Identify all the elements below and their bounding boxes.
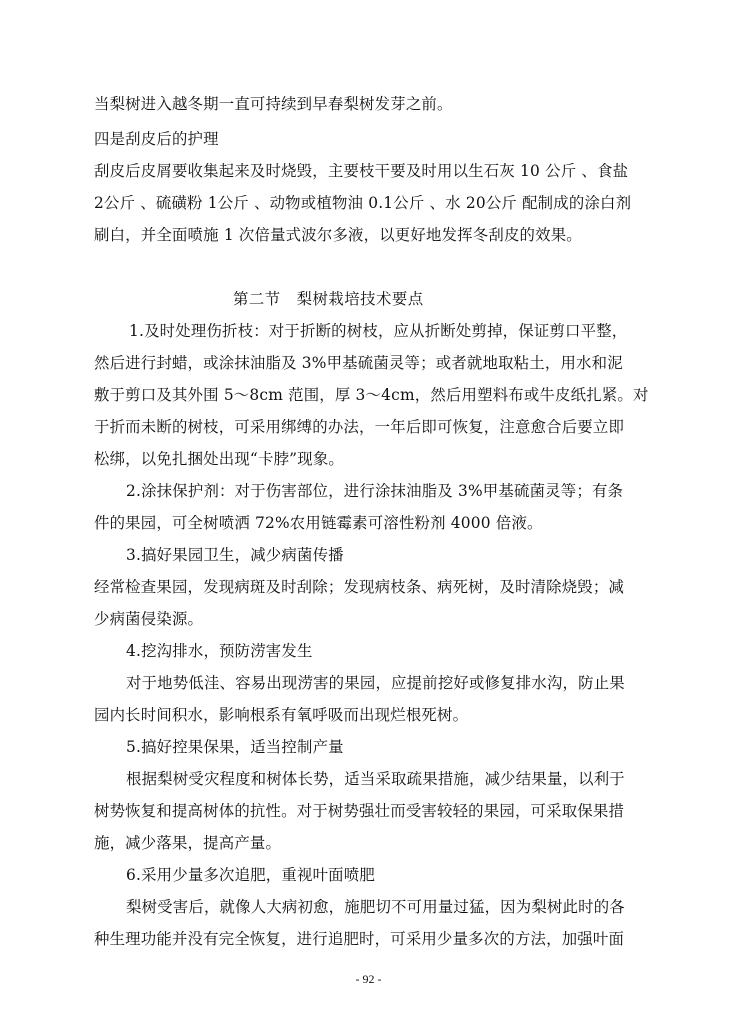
- paragraph-line: 刮皮后皮屑要收集起来及时烧毁，主要枝干要及时用以生石灰 10 公斤 、食盐: [94, 162, 629, 180]
- paragraph-line: 2公斤 、硫磺粉 1公斤 、动物或植物油 0.1公斤 、水 20公斤 配制成的涂白剂: [94, 194, 632, 212]
- paragraph-line: 件的果园，可全树喷洒 72%农用链霉素可溶性粉剂 4000 倍液。: [94, 514, 543, 532]
- paragraph-line: 对于地势低洼、容易出现涝害的果园，应提前挖好或修复排水沟，防止果: [126, 674, 625, 692]
- paragraph-line: 2.涂抹保护剂：对于伤害部位，进行涂抹油脂及 3%甲基硫菌灵等；有条: [126, 482, 624, 500]
- paragraph-line: 种生理功能并没有完全恢复，进行追肥时，可采用少量多次的方法，加强叶面: [94, 930, 625, 948]
- paragraph-line: 园内长时间积水，影响根系有氧呼吸而出现烂根死树。: [94, 706, 469, 724]
- paragraph-line: 树势恢复和提高树体的抗性。对于树势强壮而受害较轻的果园，可采取保果措: [94, 802, 625, 820]
- paragraph-line: 于折而未断的树枝，可采用绑缚的办法，一年后即可恢复，注意愈合后要立即: [94, 418, 625, 436]
- paragraph-line: 然后进行封蜡，或涂抹油脂及 3%甲基硫菌灵等；或者就地取粘土，用水和泥: [94, 354, 623, 372]
- paragraph-line: 松绑，以免扎捆处出现“卡脖”现象。: [94, 450, 344, 468]
- paragraph-line: 当梨树进入越冬期一直可持续到早春梨树发芽之前。: [94, 95, 453, 113]
- paragraph-line: 梨树受害后，就像人大病初愈，施肥切不可用量过猛，因为梨树此时的各: [126, 898, 625, 916]
- paragraph-line: 刷白，并全面喷施 1 次倍量式波尔多液，以更好地发挥冬刮皮的效果。: [94, 226, 582, 244]
- subheading: 5.搞好控果保果，适当控制产量: [126, 738, 344, 756]
- paragraph-line: 敷于剪口及其外围 5～8cm 范围，厚 3～4cm，然后用塑料布或牛皮纸扎紧。对: [94, 386, 649, 404]
- subheading: 6.采用少量多次追肥，重视叶面喷肥: [126, 866, 375, 884]
- paragraph-line: 经常检查果园，发现病斑及时刮除；发现病枝条、病死树，及时清除烧毁；减: [94, 578, 625, 596]
- page-number: - 92 -: [355, 972, 382, 986]
- paragraph-line: 1.及时处理伤折枝：对于折断的树枝，应从折断处剪掉，保证剪口平整，: [129, 322, 628, 340]
- subheading: 4.挖沟排水，预防涝害发生: [126, 642, 313, 660]
- paragraph-line: 根据梨树受灾程度和树体长势，适当采取疏果措施，减少结果量，以利于: [126, 770, 625, 788]
- subheading: 3.搞好果园卫生，减少病菌传播: [126, 546, 344, 564]
- paragraph-line: 少病菌侵染源。: [94, 610, 204, 628]
- paragraph-line: 施，减少落果，提高产量。: [94, 834, 282, 852]
- section-title: 第二节 梨树栽培技术要点: [233, 290, 424, 308]
- subheading: 四是刮皮后的护理: [94, 130, 219, 148]
